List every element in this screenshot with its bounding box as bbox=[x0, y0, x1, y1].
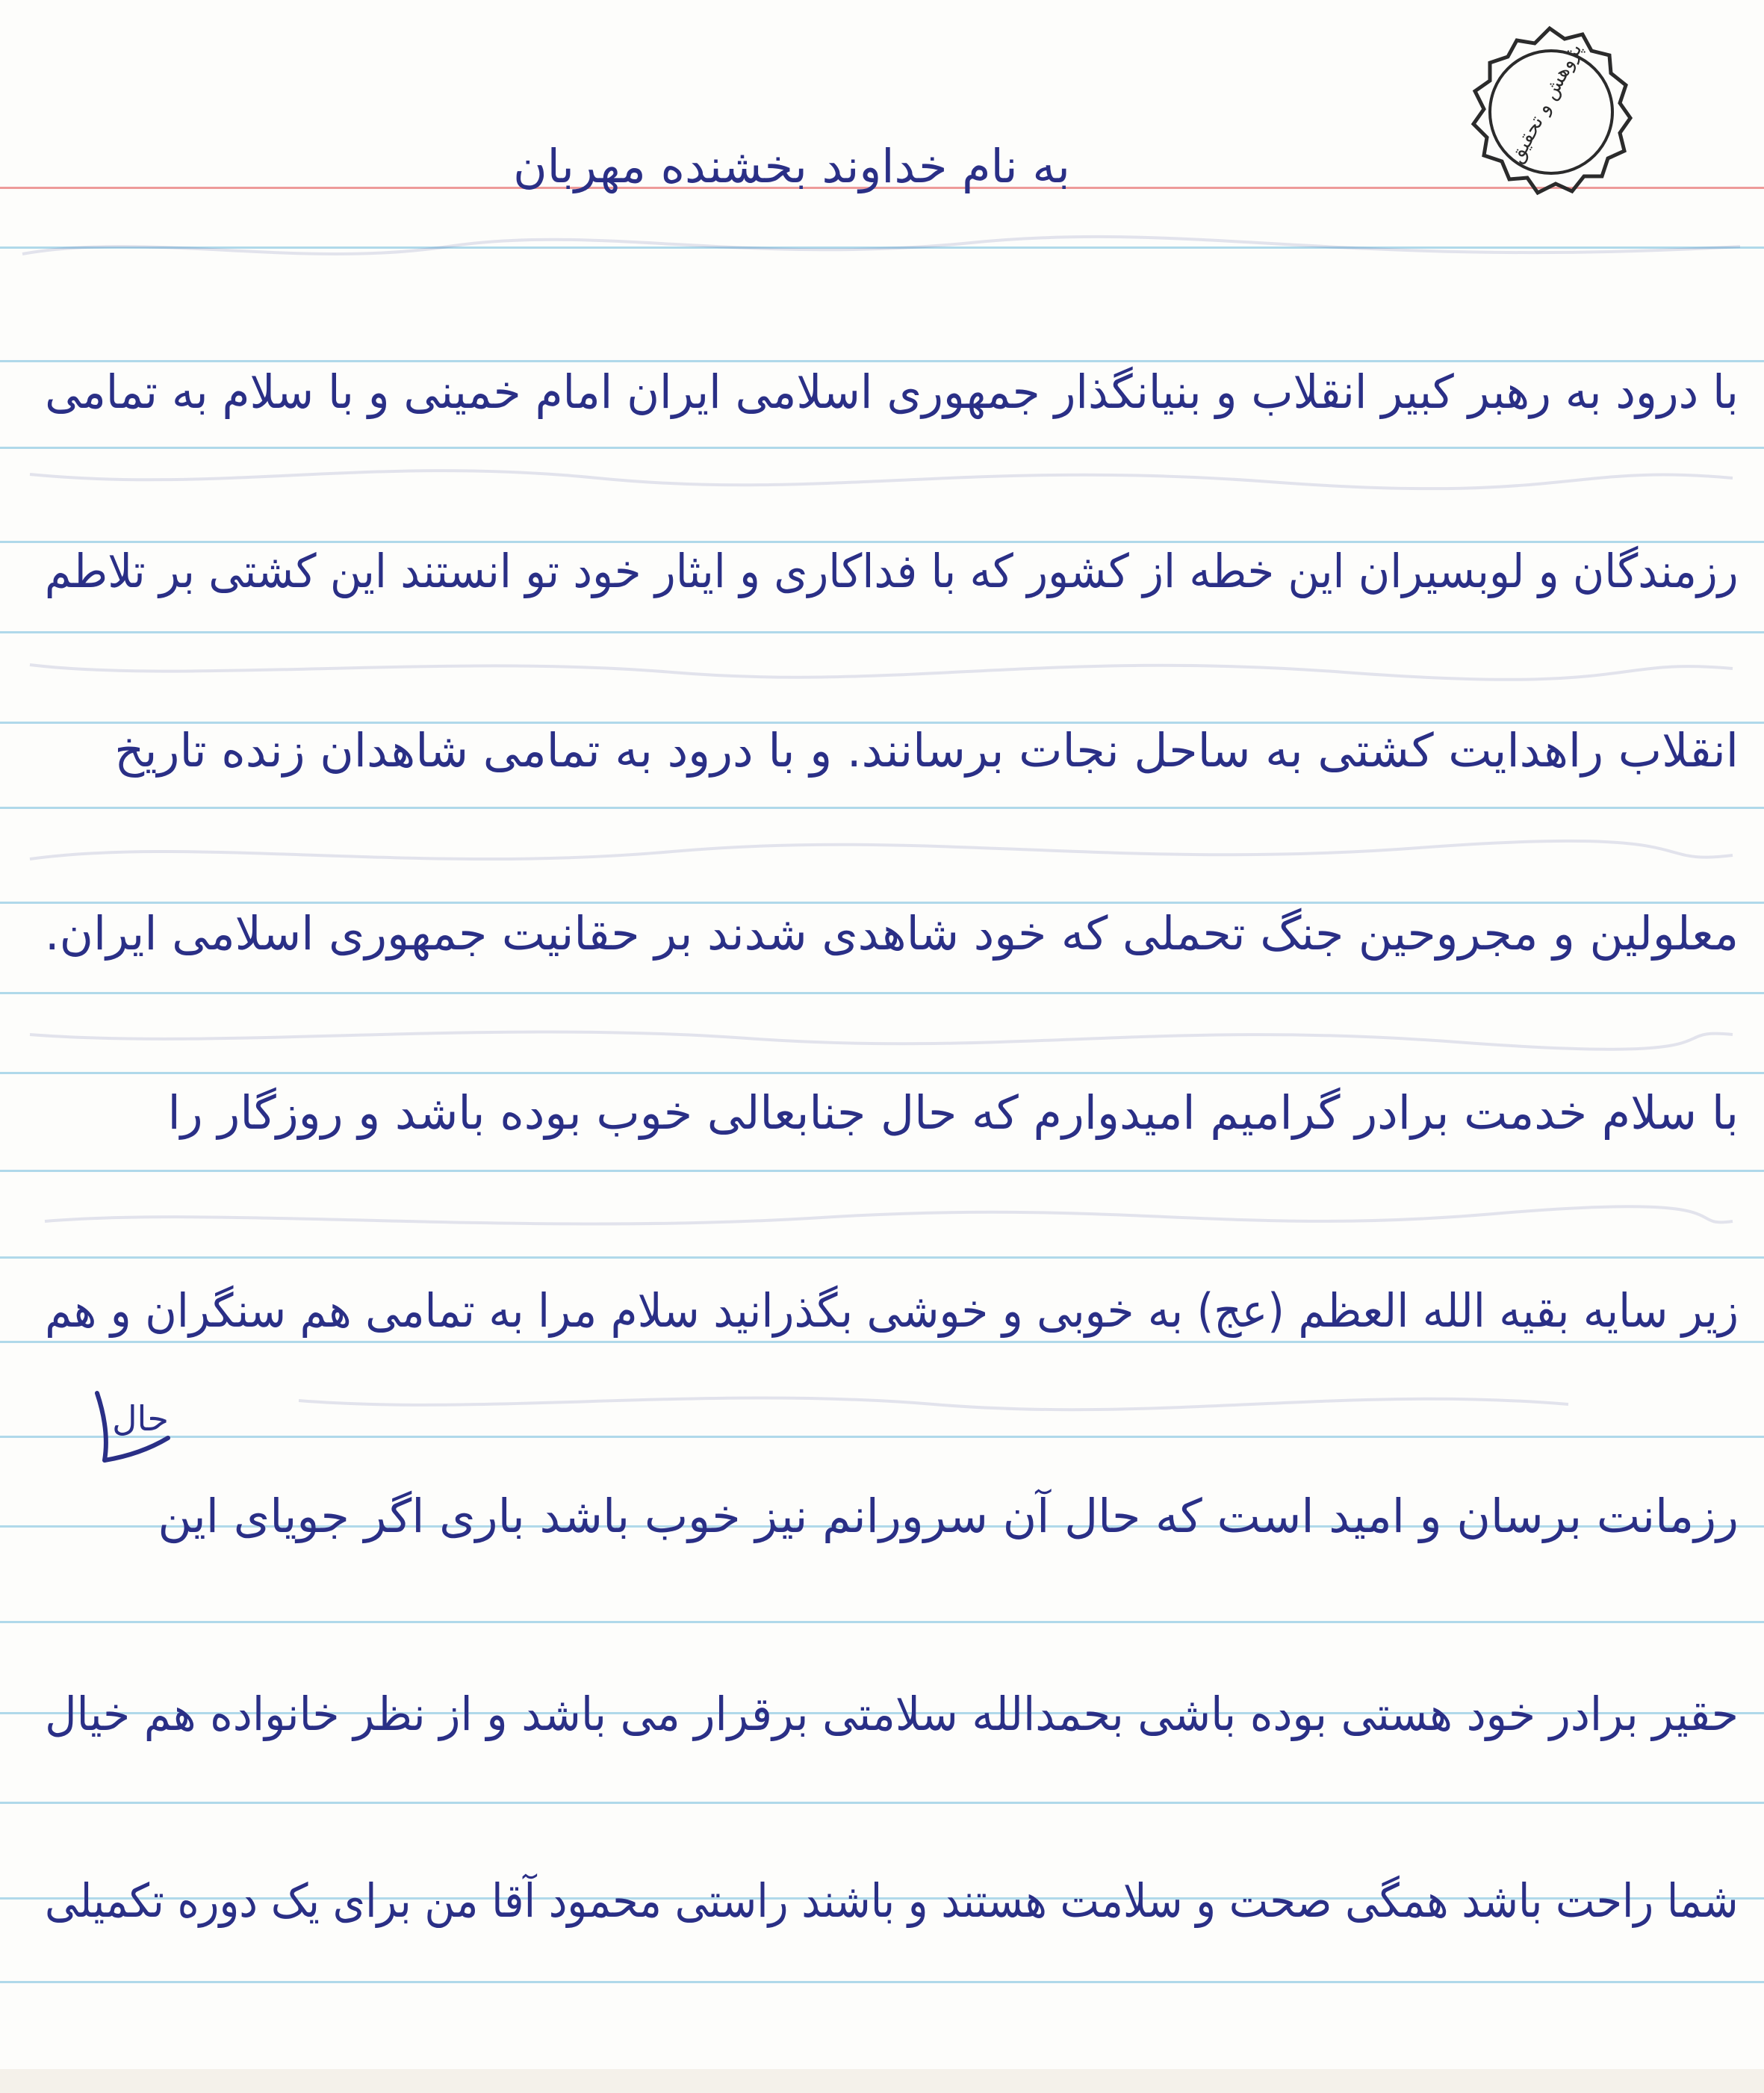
letter-line-9: شما راحت باشد همگی صحت و سلامت هستند و باشند راستی محمود آقا من برای یک دوره تکمیلی bbox=[45, 1873, 1739, 1928]
reverse-side-bleed bbox=[0, 448, 1764, 500]
page-bottom-edge bbox=[0, 2069, 1764, 2093]
letter-line-2: رزمندگان و لوبسیران این خطه از کشور که با فداکاری و ایثار خود تو انستند این کشتی بر تلاطم bbox=[45, 544, 1739, 598]
ruled-line bbox=[0, 1981, 1764, 1983]
letter-line-5: با سلام خدمت برادر گرامیم امیدوارم که حال جنابعالی خوب بوده باشد و روزگار را bbox=[167, 1085, 1739, 1140]
letter-line-8: حقیر برادر خود هستی بوده باشی بحمدالله سلامتی برقرار می باشد و از نظر خانواده هم خیال bbox=[45, 1687, 1739, 1741]
letter-line-3: انقلاب راهدایت کشتی به ساحل نجات برسانند. و با درود به تمامی شاهدان زنده تاریخ bbox=[114, 723, 1739, 778]
ruled-line bbox=[0, 1256, 1764, 1259]
letter-line-1: با درود به رهبر کبیر انقلاب و بنیانگذار جمهوری اسلامی ایران امام خمینی و با سلام به تمامی bbox=[45, 365, 1739, 419]
ruled-line bbox=[0, 631, 1764, 633]
ruled-line bbox=[0, 1621, 1764, 1623]
reverse-side-bleed bbox=[0, 829, 1764, 881]
ruled-line bbox=[0, 807, 1764, 809]
margin-note-text: حال bbox=[112, 1398, 169, 1439]
stamp-text: پژوهش و تحقیق bbox=[1505, 40, 1587, 167]
reverse-side-bleed bbox=[0, 1008, 1764, 1061]
ruled-line bbox=[0, 1802, 1764, 1804]
letter-title: به نام خداوند بخشنده مهربان bbox=[513, 139, 1070, 193]
ruled-line bbox=[0, 1436, 1764, 1438]
reverse-side-bleed bbox=[0, 224, 1764, 276]
reverse-side-bleed bbox=[0, 642, 1764, 695]
letter-line-6: زیر سایه بقیه الله العظم (عج) به خوبی و خوشی بگذرانید سلام مرا به تمامی هم سنگران و هم bbox=[45, 1283, 1739, 1338]
ruled-line bbox=[0, 1072, 1764, 1074]
margin-note bbox=[82, 1386, 179, 1468]
letter-line-7: رزمانت برسان و امید است که حال آن سرورانم نیز خوب باشد باری اگر جویای این bbox=[158, 1489, 1739, 1543]
ruled-line bbox=[0, 1170, 1764, 1172]
reverse-side-bleed bbox=[0, 1374, 1764, 1427]
reverse-side-bleed bbox=[0, 1195, 1764, 1247]
letter-line-4: معلولین و مجروحین جنگ تحملی که خود شاهدی شدند بر حقانیت جمهوری اسلامی ایران. bbox=[44, 906, 1739, 961]
archive-stamp bbox=[1460, 22, 1639, 202]
ruled-line bbox=[0, 992, 1764, 994]
